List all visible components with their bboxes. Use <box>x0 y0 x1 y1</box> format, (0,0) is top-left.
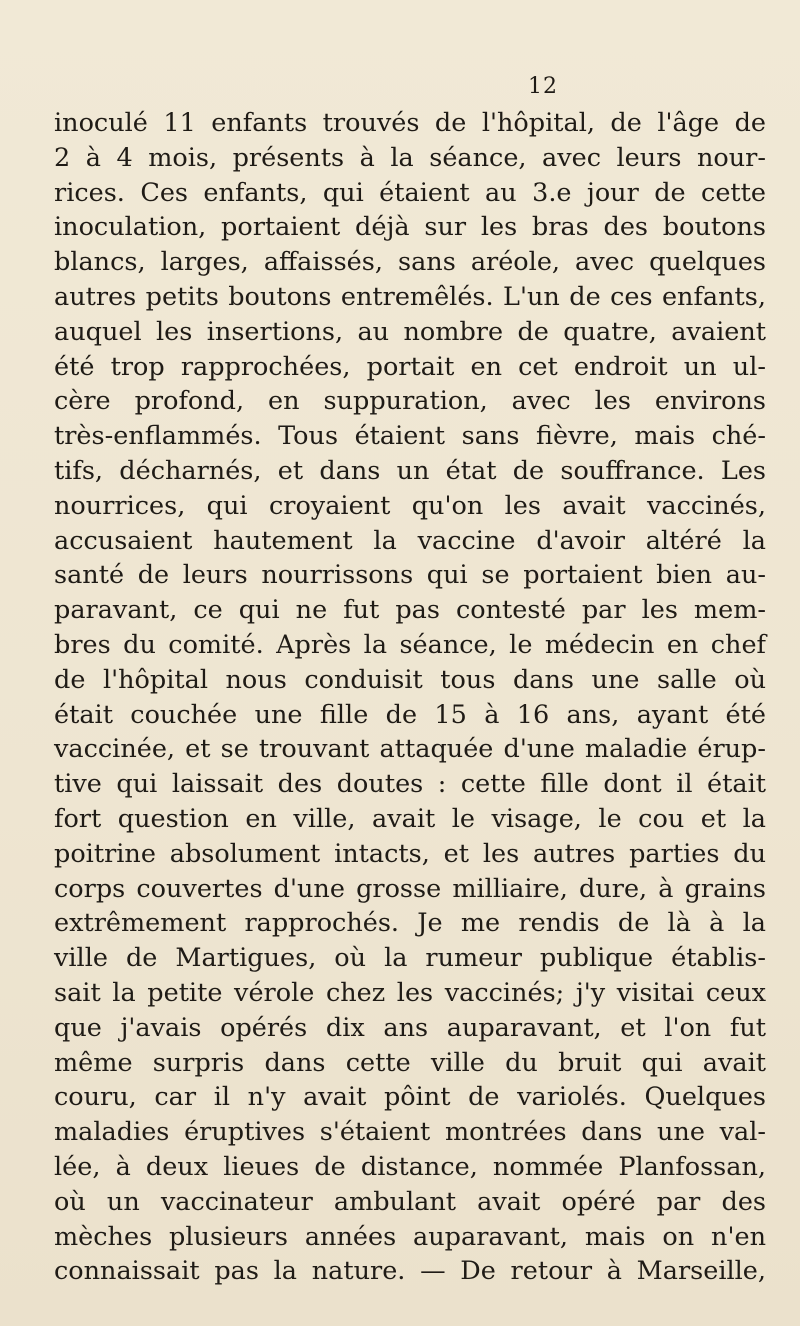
text-line: lée, à deux lieues de distance, nommée Planfossan, <box>54 1151 766 1182</box>
text-line: cère profond, en suppuration, avec les environs <box>54 386 766 417</box>
text-line: paravant, ce qui ne fut pas contesté par les mem- <box>54 595 766 626</box>
text-line: même surpris dans cette ville du bruit qui avait <box>54 1047 766 1078</box>
text-line: tifs, décharnés, et dans un état de souffrance. Les <box>54 455 766 486</box>
text-line: santé de leurs nourrissons qui se portaient bien au- <box>54 560 766 591</box>
text-line: bres du comité. Après la séance, le médecin en chef <box>54 629 766 660</box>
text-line: poitrine absolument intacts, et les autres parties du <box>54 838 766 869</box>
text-line: inoculation, portaient déjà sur les bras des boutons <box>54 212 766 243</box>
text-line: autres petits boutons entremêlés. L'un de ces enfants, <box>54 281 766 312</box>
text-line: tive qui laissait des doutes : cette fille dont il était <box>54 769 766 800</box>
text-line: très-enflammés. Tous étaient sans fièvre, mais ché- <box>54 421 766 452</box>
text-line: fort question en ville, avait le visage, le cou et la <box>54 803 766 834</box>
text-line: 2 à 4 mois, présents à la séance, avec leurs nour- <box>54 142 766 173</box>
text-line: sait la petite vérole chez les vaccinés; j'y visitai ceux <box>54 977 766 1008</box>
text-line: blancs, larges, affaissés, sans aréole, avec quelques <box>54 247 766 278</box>
text-line: connaissait pas la nature. — De retour à Marseille, <box>54 1256 766 1287</box>
text-line: où un vaccinateur ambulant avait opéré par des <box>54 1186 766 1217</box>
text-line: mèches plusieurs années auparavant, mais on n'en <box>54 1221 766 1252</box>
text-line: de l'hôpital nous conduisit tous dans une salle où <box>54 664 766 695</box>
text-line: vaccinée, et se trouvant attaquée d'une maladie érup- <box>54 734 766 765</box>
text-line: que j'avais opérés dix ans auparavant, et l'on fut <box>54 1012 766 1043</box>
text-line: ville de Martigues, où la rumeur publique établis- <box>54 943 766 974</box>
text-line: inoculé 11 enfants trouvés de l'hôpital, de l'âge de <box>54 108 766 138</box>
text-line: maladies éruptives s'étaient montrées dans une val- <box>54 1117 766 1148</box>
text-line: extrêmement rapprochés. Je me rendis de là à la <box>54 908 766 939</box>
text-line: était couchée une fille de 15 à 16 ans, ayant été <box>54 699 766 730</box>
text-line: rices. Ces enfants, qui étaient au 3.e jour de cette <box>54 177 766 208</box>
text-line: corps couvertes d'une grosse milliaire, dure, à grains <box>54 873 766 904</box>
text-line: nourrices, qui croyaient qu'on les avait vaccinés, <box>54 490 766 521</box>
body-text <box>54 106 766 1289</box>
text-line: été trop rapprochées, portait en cet endroit un ul- <box>54 351 766 382</box>
text-line: couru, car il n'y avait pôint de variolés. Quelques <box>54 1082 766 1113</box>
text-line: auquel les insertions, au nombre de quatre, avaient <box>54 316 766 347</box>
page-number: 12 <box>528 74 558 99</box>
text-line: accusaient hautement la vaccine d'avoir altéré la <box>54 525 766 556</box>
